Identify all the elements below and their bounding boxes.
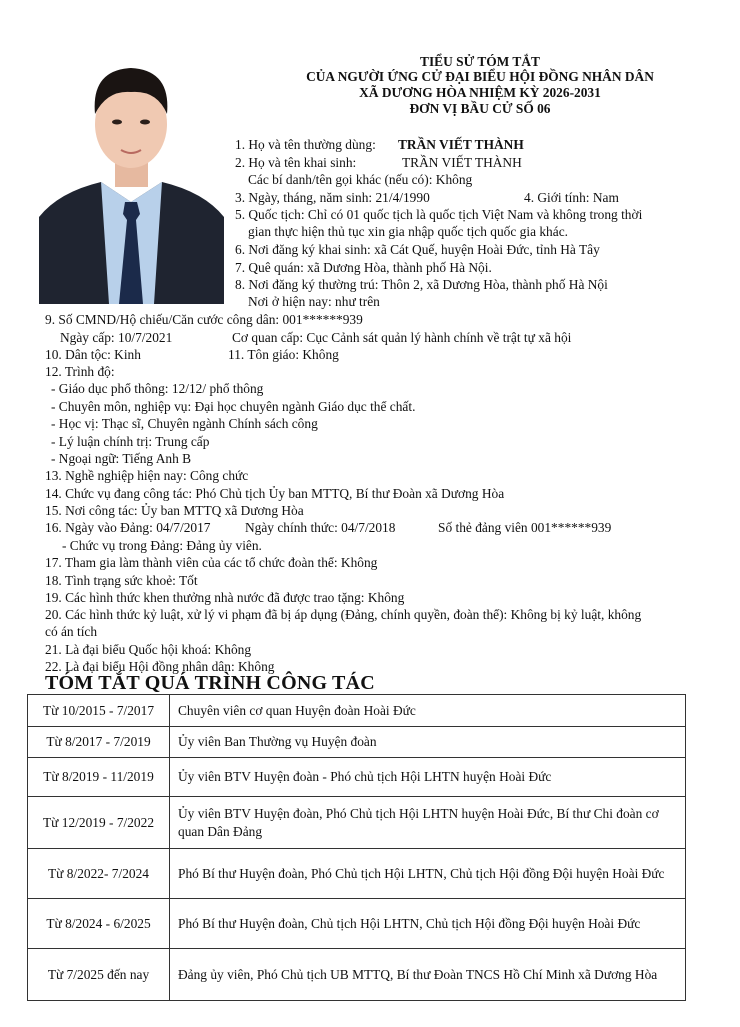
description-cell: Ủy viên Ban Thường vụ Huyện đoàn — [170, 727, 686, 758]
portrait-image — [39, 52, 224, 304]
work-history-title: TÓM TẮT QUÁ TRÌNH CÔNG TÁC — [45, 672, 375, 694]
field-birth-name-value: TRẦN VIẾT THÀNH — [402, 155, 522, 170]
period-cell: Từ 12/2019 - 7/2022 — [28, 797, 170, 849]
doc-subtitle: CỦA NGƯỜI ỨNG CỬ ĐẠI BIỂU HỘI ĐỒNG NHÂN DÂN — [306, 69, 654, 84]
table-row — [28, 797, 686, 849]
field-specialization: - Chuyên môn, nghiệp vụ: Đại học chuyên ngành Giáo dục thể chất. — [51, 399, 416, 414]
period-cell: Từ 8/2017 - 7/2019 — [28, 727, 170, 758]
field-residence: 8. Nơi đăng ký thường trú: Thôn 2, xã Dương Hòa, thành phố Hà Nội — [235, 277, 608, 292]
field-id-number: 9. Số CMND/Hộ chiếu/Căn cước công dân: 001******939 — [45, 312, 363, 327]
field-current-address: Nơi ở hiện nay: như trên — [248, 294, 380, 309]
field-alias: Các bí danh/tên gọi khác (nếu có): Không — [248, 172, 473, 187]
period-cell: Từ 10/2015 - 7/2017 — [28, 695, 170, 727]
field-workplace: 15. Nơi công tác: Ủy ban MTTQ xã Dương Hòa — [45, 503, 304, 518]
description-cell: Phó Bí thư Huyện đoàn, Chủ tịch Hội LHTN, Chủ tịch Hội đồng Đội huyện Hoài Đức — [170, 899, 686, 949]
table-row — [28, 695, 686, 727]
field-party-official-date: Ngày chính thức: 04/7/2018 — [245, 520, 396, 535]
field-hometown: 7. Quê quán: xã Dương Hòa, thành phố Hà Nội. — [235, 260, 492, 275]
field-religion: 11. Tôn giáo: Không — [228, 347, 339, 362]
period-cell: Từ 7/2025 đến nay — [28, 949, 170, 1001]
field-nationality-cont: gian thực hiện thủ tục xin gia nhập quốc tịch quốc gia khác. — [248, 224, 568, 239]
field-discipline-cont: có án tích — [45, 624, 98, 639]
field-political-theory: - Lý luận chính trị: Trung cấp — [51, 434, 210, 449]
table-row — [28, 949, 686, 1001]
table-row — [28, 727, 686, 758]
work-history-table — [27, 694, 686, 1001]
field-party-position: - Chức vụ trong Đảng: Đảng ủy viên. — [62, 538, 262, 553]
candidate-photo — [39, 52, 224, 304]
field-awards: 19. Các hình thức khen thưởng nhà nước đã được trao tặng: Không — [45, 590, 405, 605]
field-organizations: 17. Tham gia làm thành viên của các tổ chức đoàn thể: Không — [45, 555, 378, 570]
field-common-name-value: TRẦN VIẾT THÀNH — [398, 137, 524, 152]
description-cell: Đảng ủy viên, Phó Chủ tịch UB MTTQ, Bí thư Đoàn TNCS Hồ Chí Minh xã Dương Hòa — [170, 949, 686, 1001]
table-row — [28, 758, 686, 797]
description-cell: Ủy viên BTV Huyện đoàn - Phó chủ tịch Hội LHTN huyện Hoài Đức — [170, 758, 686, 797]
doc-unit: ĐƠN VỊ BẦU CỬ SỐ 06 — [409, 101, 551, 116]
field-common-name-label: 1. Họ và tên thường dùng: — [235, 137, 376, 152]
field-party-card: Số thẻ đảng viên 001******939 — [438, 520, 612, 535]
field-discipline: 20. Các hình thức kỷ luật, xử lý vi phạm đã bị áp dụng (Đảng, chính quyền, đoàn thể): Không bị kỷ luật, không — [45, 607, 642, 622]
field-birth-registration: 6. Nơi đăng ký khai sinh: xã Cát Quế, huyện Hoài Đức, tỉnh Hà Tây — [235, 242, 600, 257]
field-dob: 3. Ngày, tháng, năm sinh: 21/4/1990 — [235, 190, 430, 205]
field-foreign-language: - Ngoại ngữ: Tiếng Anh B — [51, 451, 192, 466]
period-cell: Từ 8/2024 - 6/2025 — [28, 899, 170, 949]
description-cell: Phó Bí thư Huyện đoàn, Phó Chủ tịch Hội LHTN, Chủ tịch Hội đồng Đội huyện Hoài Đức — [170, 849, 686, 899]
description-cell: Chuyên viên cơ quan Huyện đoàn Hoài Đức — [170, 695, 686, 727]
field-peoples-council: 22. Là đại biểu Hội đồng nhân dân: Không — [45, 659, 275, 674]
doc-term: XÃ DƯƠNG HÒA NHIỆM KỲ 2026-2031 — [359, 85, 601, 100]
field-gender: 4. Giới tính: Nam — [524, 190, 619, 205]
field-id-agency: Cơ quan cấp: Cục Cảnh sát quản lý hành chính về trật tự xã hội — [232, 330, 572, 345]
description-cell: Ủy viên BTV Huyện đoàn, Phó Chủ tịch Hội LHTN huyện Hoài Đức, Bí thư Chi đoàn cơ quan Dân Đảng — [170, 797, 686, 849]
period-cell: Từ 8/2019 - 11/2019 — [28, 758, 170, 797]
field-ethnicity: 10. Dân tộc: Kinh — [45, 347, 141, 362]
field-position: 14. Chức vụ đang công tác: Phó Chủ tịch Ủy ban MTTQ, Bí thư Đoàn xã Dương Hòa — [45, 486, 505, 501]
field-occupation: 13. Nghề nghiệp hiện nay: Công chức — [45, 468, 249, 483]
table-row — [28, 899, 686, 949]
doc-title: TIỂU SỬ TÓM TẮT — [420, 54, 540, 69]
field-education-heading: 12. Trình độ: — [45, 364, 115, 379]
field-nationality: 5. Quốc tịch: Chỉ có 01 quốc tịch là quốc tịch Việt Nam và không trong thời — [235, 207, 643, 222]
table-row — [28, 849, 686, 899]
field-general-education: - Giáo dục phổ thông: 12/12/ phổ thông — [51, 381, 264, 396]
field-birth-name-label: 2. Họ và tên khai sinh: — [235, 155, 357, 170]
field-health: 18. Tình trạng sức khoẻ: Tốt — [45, 573, 198, 588]
field-party-join-date: 16. Ngày vào Đảng: 04/7/2017 — [45, 520, 211, 535]
field-degree: - Học vị: Thạc sĩ, Chuyên ngành Chính sách công — [51, 416, 318, 431]
period-cell: Từ 8/2022- 7/2024 — [28, 849, 170, 899]
field-national-assembly: 21. Là đại biểu Quốc hội khoá: Không — [45, 642, 252, 657]
field-id-issue-date: Ngày cấp: 10/7/2021 — [60, 330, 173, 345]
